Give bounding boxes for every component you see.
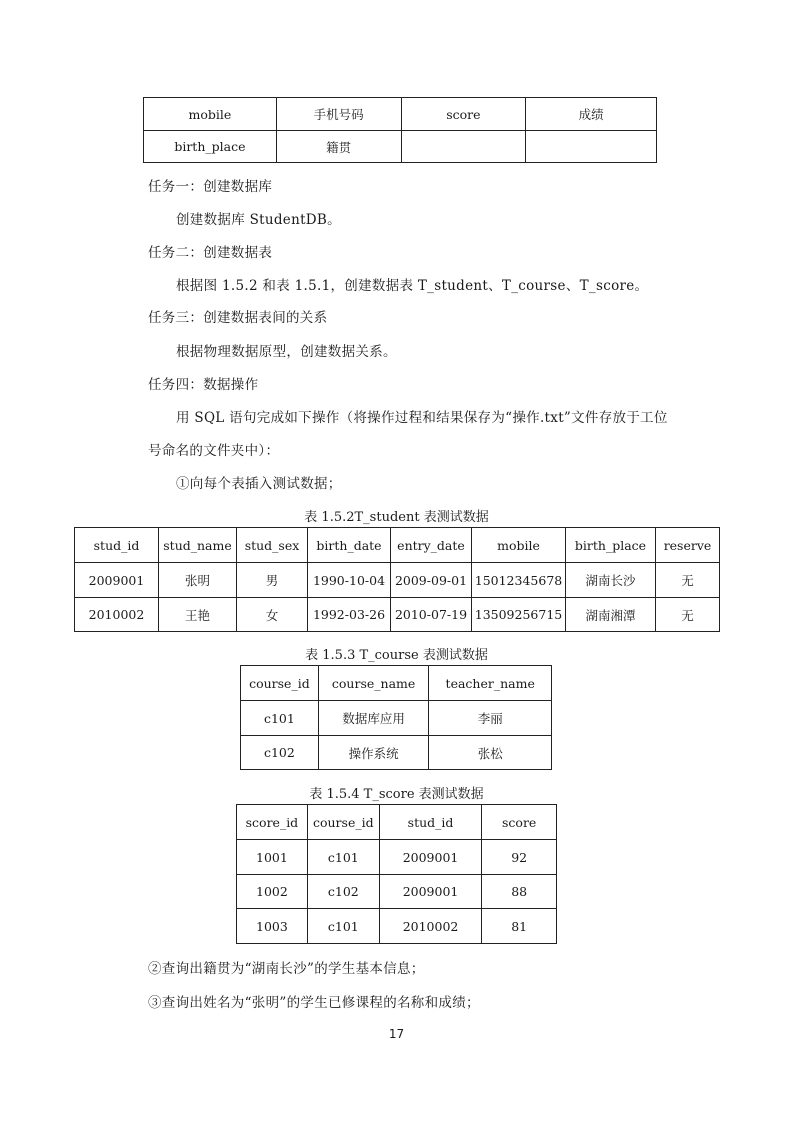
table-caption: 表 1.5.2T_student 表测试数据 bbox=[304, 510, 489, 525]
table-header-cell: birth_date bbox=[308, 528, 391, 563]
student-table bbox=[74, 527, 720, 632]
table-row bbox=[241, 701, 552, 736]
table-cell: 湖南长沙 bbox=[566, 563, 656, 598]
table-cell bbox=[401, 131, 526, 163]
table-cell: 男 bbox=[237, 563, 308, 598]
table-header-cell: birth_place bbox=[566, 528, 656, 563]
table-cell: 88 bbox=[482, 875, 557, 909]
table-cell: mobile bbox=[144, 98, 277, 131]
table-cell: 无 bbox=[656, 563, 720, 598]
table-caption: 表 1.5.3 T_course 表测试数据 bbox=[305, 648, 488, 663]
step-item: ①向每个表插入测试数据； bbox=[176, 476, 342, 492]
table-cell: 数据库应用 bbox=[318, 701, 429, 736]
table-header-cell: teacher_name bbox=[429, 666, 552, 701]
table-header-cell: stud_id bbox=[75, 528, 159, 563]
table-cell: 王艳 bbox=[159, 598, 237, 632]
table-cell: 1990-10-04 bbox=[308, 563, 391, 598]
table-cell: c101 bbox=[307, 840, 379, 875]
table-header-cell: score bbox=[482, 805, 557, 840]
table-cell: 15012345678 bbox=[472, 563, 566, 598]
table-cell: c101 bbox=[307, 909, 379, 944]
table-cell: 2010002 bbox=[379, 909, 482, 944]
table-cell: 2009-09-01 bbox=[391, 563, 472, 598]
field-table-continued bbox=[143, 97, 657, 163]
table-cell: 无 bbox=[656, 598, 720, 632]
table-cell: 2010002 bbox=[75, 598, 159, 632]
table-header-cell: course_id bbox=[241, 666, 319, 701]
table-row bbox=[75, 598, 720, 632]
table-header-cell: stud_sex bbox=[237, 528, 308, 563]
step-item: ③查询出姓名为“张明”的学生已修课程的名称和成绩； bbox=[148, 995, 480, 1011]
table-header-cell: score_id bbox=[237, 805, 308, 840]
task-body: 根据物理数据原型，创建数据关系。 bbox=[176, 344, 397, 360]
table-row bbox=[75, 563, 720, 598]
table-cell: 1001 bbox=[237, 840, 308, 875]
table-cell: 操作系统 bbox=[318, 736, 429, 770]
table-header-cell: course_name bbox=[318, 666, 429, 701]
table-header-cell: stud_name bbox=[159, 528, 237, 563]
course-table bbox=[240, 665, 552, 770]
task-body: 创建数据库 StudentDB。 bbox=[176, 212, 341, 228]
table-cell: 湖南湘潭 bbox=[566, 598, 656, 632]
task-body: 号命名的文件夹中）： bbox=[148, 443, 280, 459]
table-cell: score bbox=[401, 98, 526, 131]
table-header-cell: mobile bbox=[472, 528, 566, 563]
task-heading: 任务二：创建数据表 bbox=[148, 245, 273, 261]
table-cell: 2009001 bbox=[75, 563, 159, 598]
table-row bbox=[237, 840, 557, 875]
table-cell: c101 bbox=[241, 701, 319, 736]
table-cell: 1002 bbox=[237, 875, 308, 909]
table-header-cell: stud_id bbox=[379, 805, 482, 840]
task-heading: 任务四：数据操作 bbox=[148, 377, 259, 393]
table-row bbox=[237, 875, 557, 909]
table-header-cell: entry_date bbox=[391, 528, 472, 563]
table-header-cell: course_id bbox=[307, 805, 379, 840]
table-cell: 张松 bbox=[429, 736, 552, 770]
table-cell: 81 bbox=[482, 909, 557, 944]
task-heading: 任务一：创建数据库 bbox=[148, 179, 273, 195]
table-cell: 1992-03-26 bbox=[308, 598, 391, 632]
table-cell: 女 bbox=[237, 598, 308, 632]
table-header-cell: reserve bbox=[656, 528, 720, 563]
step-item: ②查询出籍贯为“湖南长沙”的学生基本信息； bbox=[148, 961, 425, 977]
table-cell: 成绩 bbox=[526, 98, 657, 131]
table-caption: 表 1.5.4 T_score 表测试数据 bbox=[309, 787, 484, 802]
table-cell: 手机号码 bbox=[276, 98, 401, 131]
table-cell: 籍贯 bbox=[276, 131, 401, 163]
table-cell: c102 bbox=[241, 736, 319, 770]
table-cell: 2009001 bbox=[379, 875, 482, 909]
task-body: 用 SQL 语句完成如下操作（将操作过程和结果保存为“操作.txt”文件存放于工位 bbox=[176, 410, 668, 426]
table-cell bbox=[526, 131, 657, 163]
table-cell: 2009001 bbox=[379, 840, 482, 875]
table-cell: birth_place bbox=[144, 131, 277, 163]
table-cell: c102 bbox=[307, 875, 379, 909]
task-heading: 任务三：创建数据表间的关系 bbox=[148, 310, 328, 326]
table-row bbox=[237, 909, 557, 944]
table-cell: 1003 bbox=[237, 909, 308, 944]
page-number: 17 bbox=[388, 1027, 405, 1041]
task-body: 根据图 1.5.2 和表 1.5.1，创建数据表 T_student、T_course、T_score。 bbox=[176, 278, 649, 294]
table-cell: 2010-07-19 bbox=[391, 598, 472, 632]
score-table bbox=[236, 804, 557, 944]
table-cell: 张明 bbox=[159, 563, 237, 598]
table-cell: 李丽 bbox=[429, 701, 552, 736]
table-cell: 13509256715 bbox=[472, 598, 566, 632]
table-cell: 92 bbox=[482, 840, 557, 875]
table-row bbox=[241, 736, 552, 770]
